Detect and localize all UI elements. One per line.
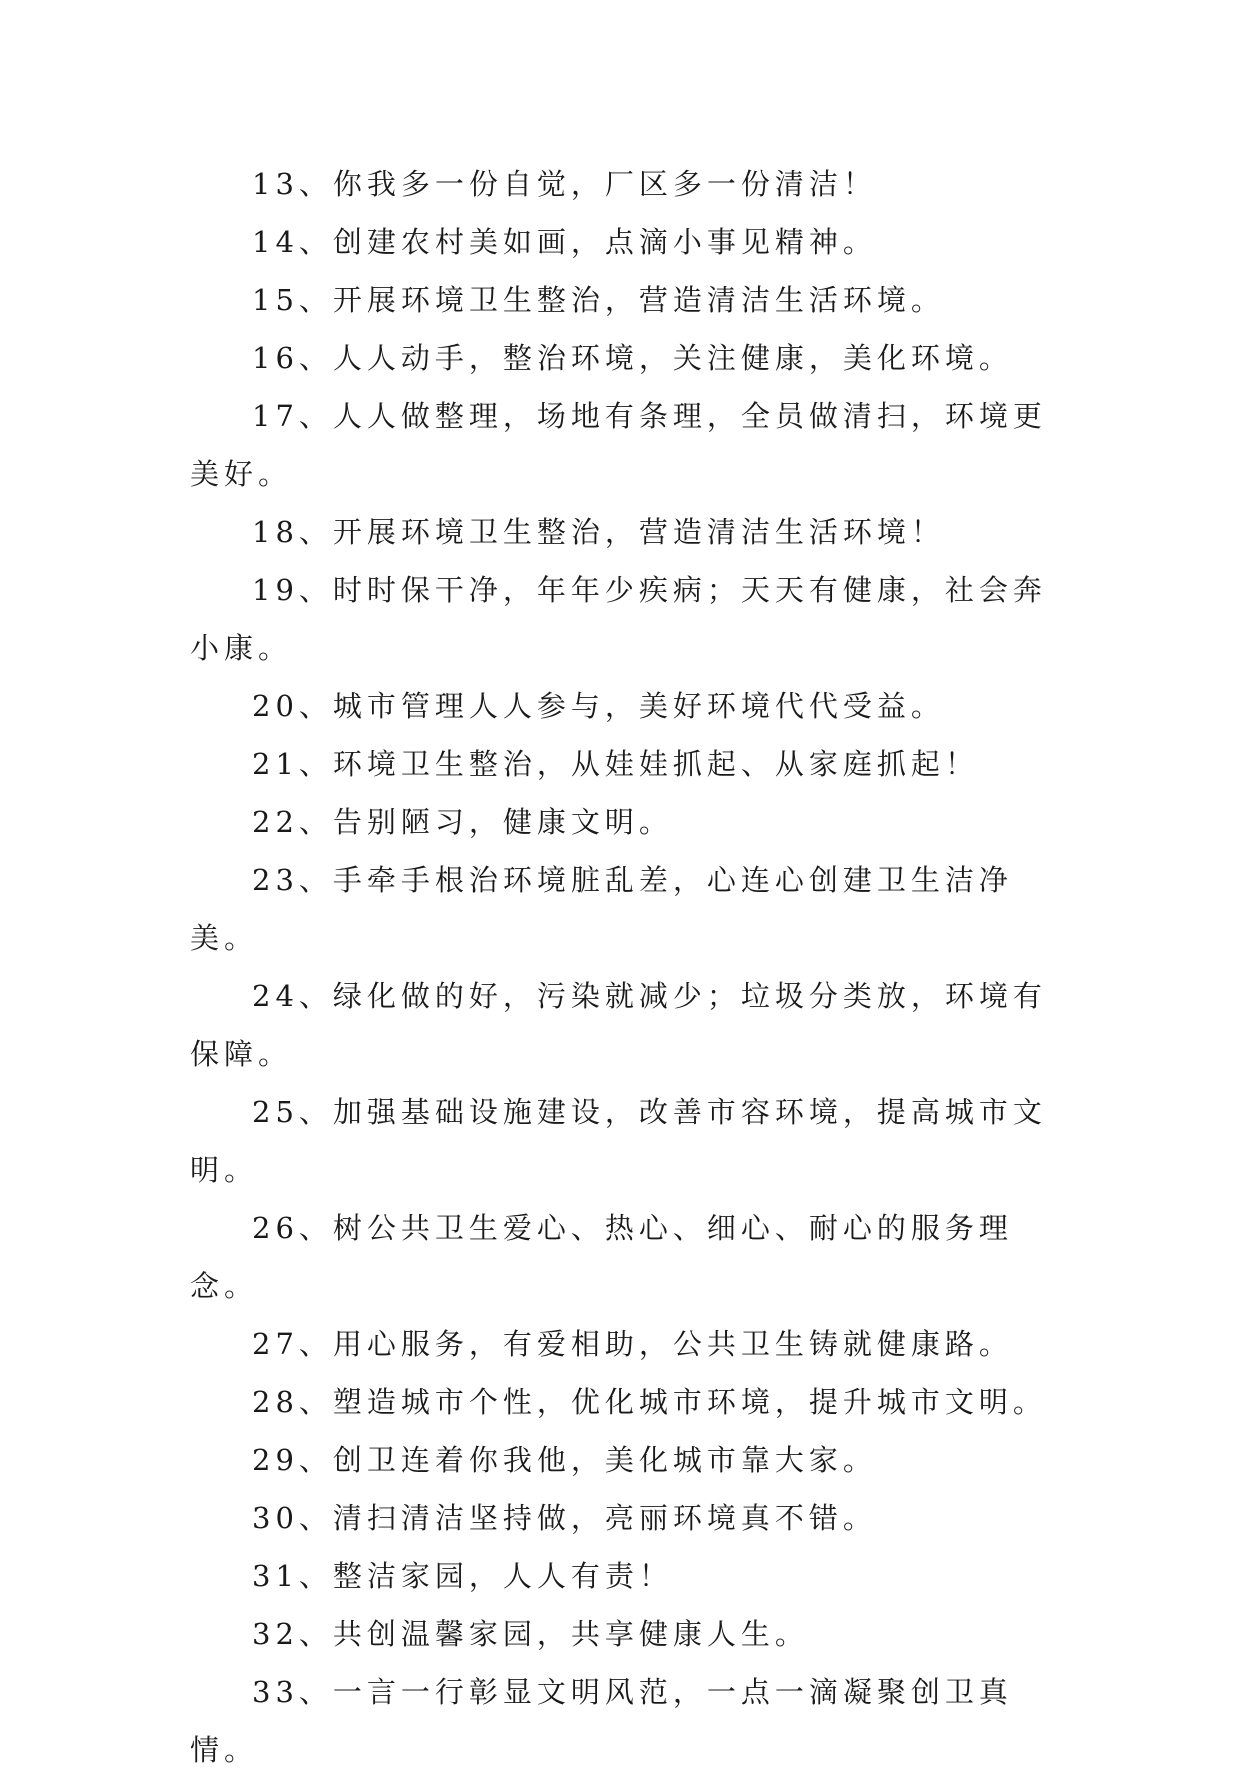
- slogan-paragraph: 29、创卫连着你我他，美化城市靠大家。: [252, 1443, 877, 1477]
- slogan-paragraph: 32、共创温馨家园，共享健康人生。: [252, 1617, 809, 1651]
- slogan-paragraph: 24、绿化做的好，污染就减少；垃圾分类放，环境有保障。: [190, 979, 1047, 1071]
- slogan-paragraph: 15、开展环境卫生整治，营造清洁生活环境。: [252, 283, 945, 317]
- slogan-paragraph: 31、整洁家园，人人有责！: [252, 1559, 673, 1593]
- slogan-paragraph: 25、加强基础设施建设，改善市容环境，提高城市文明。: [190, 1095, 1047, 1187]
- slogan-paragraph: 21、环境卫生整治，从娃娃抓起、从家庭抓起！: [252, 747, 979, 781]
- slogan-paragraph: 18、开展环境卫生整治，营造清洁生活环境！: [252, 515, 945, 549]
- slogan-paragraph: 28、塑造城市个性，优化城市环境，提升城市文明。: [252, 1385, 1047, 1419]
- slogan-paragraph: 16、人人动手，整治环境，关注健康，美化环境。: [252, 341, 1013, 375]
- slogan-paragraph: 14、创建农村美如画，点滴小事见精神。: [252, 225, 877, 259]
- slogan-paragraph: 27、用心服务，有爱相助，公共卫生铸就健康路。: [252, 1327, 1013, 1361]
- slogan-paragraph: 20、城市管理人人参与，美好环境代代受益。: [252, 689, 945, 723]
- slogan-paragraph: 13、你我多一份自觉，厂区多一份清洁！: [252, 167, 877, 201]
- slogan-paragraph: 30、清扫清洁坚持做，亮丽环境真不错。: [252, 1501, 877, 1535]
- slogan-paragraph: 23、手牵手根治环境脏乱差，心连心创建卫生洁净美。: [190, 863, 1013, 955]
- slogan-paragraph: 17、人人做整理，场地有条理，全员做清扫，环境更美好。: [190, 399, 1047, 491]
- slogan-paragraph: 22、告别陋习，健康文明。: [252, 805, 673, 839]
- document-body: [190, 155, 1070, 1779]
- slogan-paragraph: 26、树公共卫生爱心、热心、细心、耐心的服务理念。: [190, 1211, 1013, 1303]
- slogan-paragraph: 33、一言一行彰显文明风范，一点一滴凝聚创卫真情。: [190, 1675, 1013, 1767]
- slogan-paragraph: 19、时时保干净，年年少疾病；天天有健康，社会奔小康。: [190, 573, 1047, 665]
